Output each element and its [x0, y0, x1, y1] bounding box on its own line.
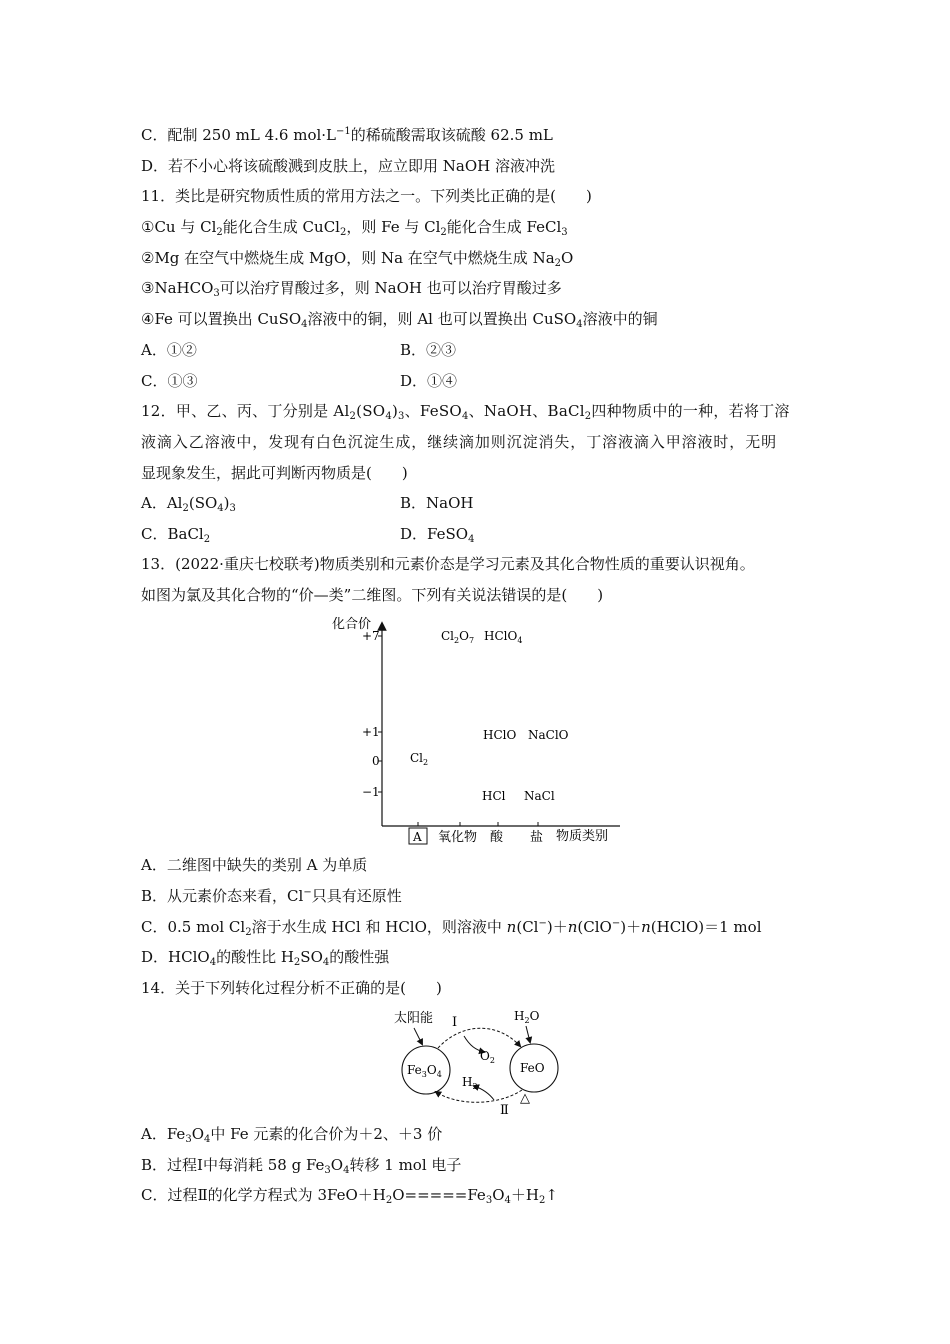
q12-stem-line2: 液滴入乙溶液中，发现有白色沉淀生成，继续滴加则沉淀消失，丁溶液滴入甲溶液时，无明	[141, 433, 778, 451]
valence-class-chart	[320, 610, 640, 850]
q11-item-3: ③NaHCO$_3$可以治疗胃酸过多，则 NaOH 也可以治疗胃酸过多	[141, 279, 562, 299]
process-2-label: Ⅱ	[500, 1103, 509, 1118]
q14-option-b: B．过程Ⅰ中每消耗 58 g $Fe_3O_4$转移 1 mol 电子	[141, 1156, 462, 1176]
q11-option-c: C．①③	[141, 372, 198, 390]
q10-option-c: C．配制 250 mL 4.6 $mol\cdot L^{-1}$的稀硫酸需取该硫酸 62.5 mL	[141, 126, 553, 144]
iron-oxide-cycle-diagram	[380, 1002, 580, 1120]
point-nacl: NaCl	[524, 789, 555, 803]
q11-item-1: ①Cu 与 $Cl_2$能化合生成 CuCl$_2$，则 Fe 与 $Cl_2$能化合生成 FeCl$_3$	[141, 218, 568, 238]
point-hclo4: HClO$_4$	[484, 629, 523, 645]
q11-stem: 11．类比是研究物质性质的常用方法之一。下列类比正确的是( )	[141, 187, 592, 205]
q12-option-d: D．FeSO$_4$	[400, 525, 475, 545]
q13-option-b: B．从元素价态来看，Cl−只具有还原性	[141, 887, 402, 905]
point-cl2: $Cl_2$	[410, 751, 429, 767]
o2-label: $O_2$	[480, 1049, 495, 1065]
process-1-label: Ⅰ	[452, 1015, 458, 1030]
solar-arrow	[414, 1028, 422, 1044]
x-category-label: A	[413, 830, 422, 844]
x-category-label: 酸	[490, 830, 504, 845]
point-hcl: HCl	[482, 789, 506, 803]
solar-energy-label: 太阳能	[394, 1011, 434, 1026]
q11-item-2: ②Mg 在空气中燃烧生成 MgO，则 Na 在空气中燃烧生成 $Na_2O$	[141, 249, 574, 269]
q13-stem-line2: 如图为氯及其化合物的“价—类”二维图。下列有关说法错误的是( )	[141, 586, 604, 604]
q13-option-c: C．0.5 mol $Cl_2$溶于水生成 HCl 和 HClO，则溶液中 n(Cl−)＋n(ClO−)＋n(HClO)＝1 mol	[141, 918, 762, 938]
x-category-label: 盐	[530, 830, 544, 845]
water-label: $H_2O$	[514, 1009, 540, 1025]
q11-option-a: A．①②	[141, 341, 197, 359]
q11-option-b: B．②③	[400, 341, 457, 359]
point-naclo: NaClO	[528, 728, 569, 742]
y-tick-label: +7	[362, 629, 380, 643]
q12-stem-line1: 12．甲、乙、丙、丁分别是 $Al_2(SO_4)_3$、FeSO$_4$、NaOH、BaCl$_2$四种物质中的一种，若将丁溶	[141, 402, 790, 422]
fe3o4-label: $Fe_3O_4$	[407, 1063, 442, 1079]
q12-stem-line3: 显现象发生，据此可判断丙物质是( )	[141, 464, 408, 482]
q14-option-a: A．$Fe_3O_4$中 Fe 元素的化合价为＋2、＋3 价	[141, 1125, 443, 1145]
x-axis-label: 物质类别	[556, 829, 609, 844]
heat-symbol: △	[520, 1091, 530, 1106]
q12-option-a: A．$Al_2(SO_4)_3$	[141, 494, 236, 514]
point-hclo: HClO	[483, 728, 517, 742]
q12-option-b: B．NaOH	[400, 494, 474, 512]
q11-option-d: D．①④	[400, 372, 458, 390]
h2-label: $H_2$	[462, 1075, 478, 1091]
q12-option-c: C．BaCl$_2$	[141, 525, 211, 545]
y-axis-label: 化合价	[332, 617, 372, 632]
point-cl2o7: $Cl_2O_7$	[441, 629, 475, 645]
y-tick-label: +1	[362, 725, 380, 739]
q13-option-a: A．二维图中缺失的类别 A 为单质	[141, 856, 368, 874]
feo-label: FeO	[520, 1061, 545, 1075]
y-tick-label: −1	[362, 785, 380, 799]
x-category-label: 氧化物	[438, 830, 478, 845]
process-2-arrow	[436, 1090, 522, 1102]
q13-stem-line1: 13．(2022·重庆七校联考)物质类别和元素价态是学习元素及其化合物性质的重要认识视角。	[141, 555, 755, 573]
q14-option-c: C．过程Ⅱ的化学方程式为 $3FeO+H_2O=====Fe_3O_4+H_2↑$	[141, 1186, 558, 1206]
water-arrow	[526, 1026, 530, 1042]
q14-stem: 14．关于下列转化过程分析不正确的是( )	[141, 979, 442, 997]
q13-option-d: D．HClO$_4$的酸性比 $H_2SO_4$的酸性强	[141, 948, 390, 968]
y-tick-label: 0	[372, 754, 380, 768]
q11-item-4: ④Fe 可以置换出 CuSO$_4$溶液中的铜，则 Al 也可以置换出 CuSO$_4$溶液中的铜	[141, 310, 658, 330]
q10-option-d: D．若不小心将该硫酸溅到皮肤上，应立即用 NaOH 溶液冲洗	[141, 157, 556, 175]
process-1-arrow	[438, 1028, 520, 1048]
